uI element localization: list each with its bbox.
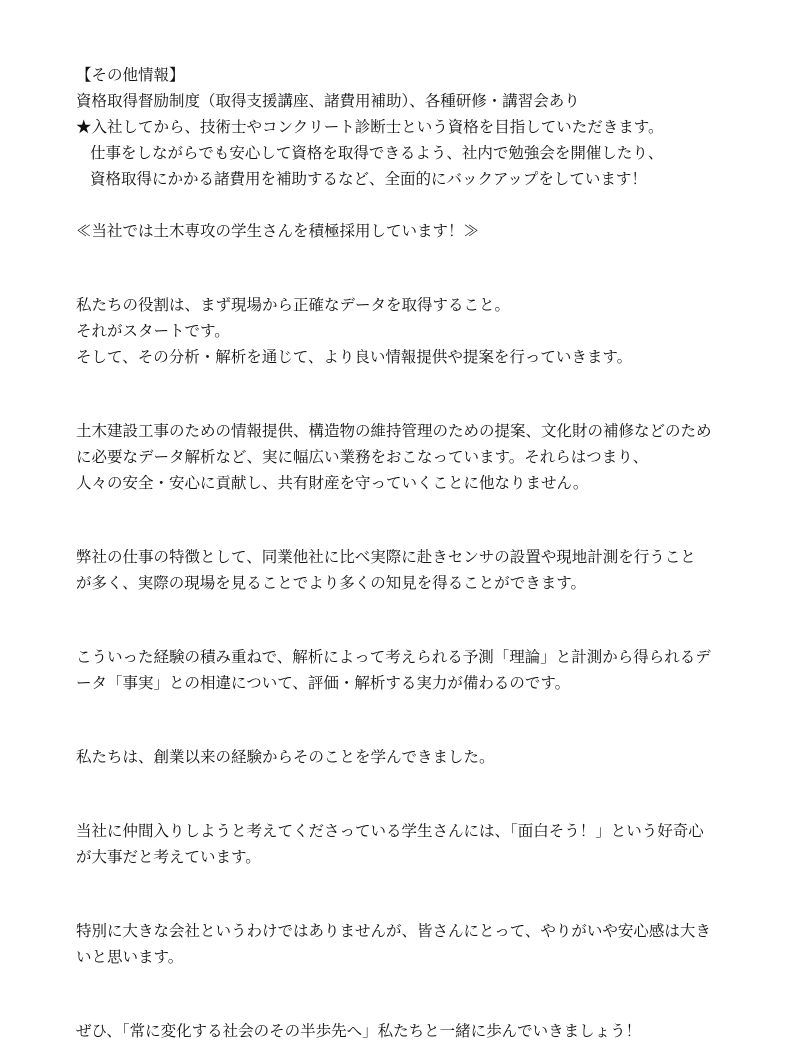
- support-line-1: 仕事をしながらでも安心して資格を取得できるよう、社内で勉強会を開催したり、: [90, 144, 664, 162]
- role-paragraph-line-1: 私たちの役割は、まず現場から正確なデータを取得すること。: [76, 296, 511, 314]
- spacer: [76, 522, 776, 544]
- spacer: [76, 596, 776, 622]
- spacer: [76, 722, 776, 744]
- spacer: [76, 696, 776, 722]
- star-line: ★入社してから、技術士やコンクリート診断士という資格を目指していただきます。: [76, 118, 664, 136]
- work-paragraph-line-1: 土木建設工事のための情報提供、構造物の維持管理のための提案、文化財の補修などのため: [76, 422, 712, 440]
- curiosity-paragraph-line-2: が大事だと考えています。: [76, 848, 261, 866]
- spacer: [76, 970, 776, 996]
- recruit-banner: ≪当社では土木専攻の学生さんを積極採用しています！≫: [76, 222, 480, 240]
- spacer: [76, 370, 776, 396]
- spacer: [76, 396, 776, 418]
- work-paragraph-line-3: 人々の安全・安心に貢献し、共有財産を守っていくことに他なりません。: [76, 474, 589, 492]
- spacer: [76, 996, 776, 1018]
- experience-paragraph-line-2: ータ「事実」との相違について、評価・解析する実力が備わるのです。: [76, 674, 571, 692]
- spacer: [76, 270, 776, 292]
- document-body: [76, 62, 776, 1044]
- learned-paragraph: 私たちは、創業以来の経験からそのことを学んできました。: [76, 748, 495, 766]
- company-size-paragraph-line-2: いと思います。: [76, 948, 184, 966]
- curiosity-paragraph-line-1: 当社に仲間入りしようと考えてくださっている学生さんには、「面白そう！」という好奇心: [76, 822, 704, 840]
- experience-paragraph-line-1: こういった経験の積み重ねで、解析によって考えられる予測「理論」と計測から得られるデ: [76, 648, 711, 666]
- other-info-heading: 【その他情報】: [76, 66, 185, 84]
- work-paragraph-line-2: に必要なデータ解析など、実に幅広い業務をおこなっています。それらはつまり、: [76, 448, 649, 466]
- support-line-2: 資格取得にかかる諸費用を補助するなど、全面的にバックアップをしています！: [90, 170, 647, 188]
- role-paragraph-line-2: それがスタートです。: [76, 322, 230, 340]
- spacer: [76, 622, 776, 644]
- spacer: [76, 896, 776, 918]
- spacer: [76, 192, 776, 218]
- spacer: [76, 770, 776, 796]
- qualification-line: 資格取得督励制度（取得支援講座、諸費用補助）、各種研修・講習会あり: [76, 92, 580, 110]
- closing-paragraph: ぜひ、「常に変化する社会のその半歩先へ」私たちと一緒に歩んでいきましょう！: [76, 1022, 642, 1040]
- company-size-paragraph-line-1: 特別に大きな会社というわけではありませんが、皆さんにとって、やりがいや安心感は大き: [76, 922, 711, 940]
- feature-paragraph-line-2: が多く、実際の現場を見ることでより多くの知見を得ることができます。: [76, 574, 586, 592]
- role-paragraph-line-3: そして、その分析・解析を通じて、より良い情報提供や提案を行っていきます。: [76, 348, 633, 366]
- spacer: [76, 244, 776, 270]
- spacer: [76, 496, 776, 522]
- spacer: [76, 870, 776, 896]
- feature-paragraph-line-1: 弊社の仕事の特徴として、同業他社に比べ実際に赴きセンサの設置や現地計測を行うこと: [76, 548, 696, 566]
- spacer: [76, 796, 776, 818]
